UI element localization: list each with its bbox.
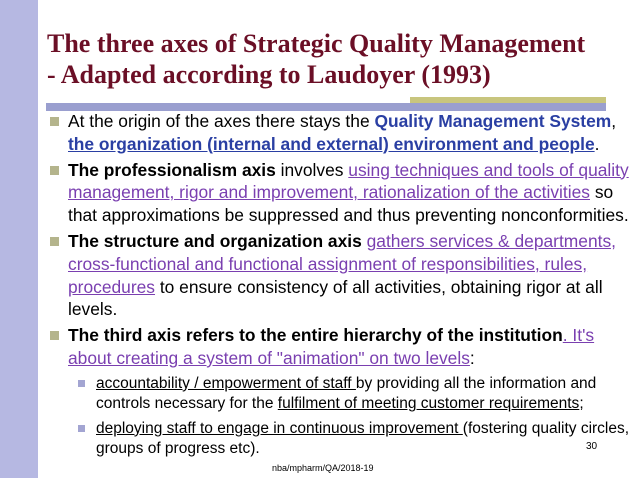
sub-bullet-list (46, 374, 631, 460)
bullet-text: . (594, 133, 600, 154)
axis-name: The third axis refers to the entire hierarchy of the institution (68, 325, 563, 346)
left-accent-bar (0, 0, 38, 478)
bullet-text: to ensure consistency of all activities, obtaining rigor at all levels. (68, 276, 603, 320)
bullet-text: so that approximations be suppressed and thus preventing nonconformities. (68, 182, 629, 226)
bullet-text: : (469, 347, 475, 368)
bullet-square-icon (50, 237, 59, 246)
bullet-text: involves (275, 159, 349, 180)
bullet-square-icon (50, 117, 59, 126)
axis-name: The structure and organization axis (68, 230, 362, 251)
sub-bullet-text: by providing all the information and controls necessary for the (96, 374, 597, 413)
sub-bullet-deploying (46, 419, 631, 460)
structure-link[interactable]: gathers services & departments, cross-functional and functional assignment of responsibilities, rules, procedures (68, 230, 616, 297)
professionalism-link[interactable]: using techniques and tools of quality management, rigor and improvement, rationalization of the activities (68, 159, 629, 203)
organization-link[interactable]: the organization (internal and external) environment and people (68, 133, 595, 154)
bullet-item-third-axis (46, 324, 631, 370)
slide-title (47, 28, 622, 90)
sub-bullet-square-icon (78, 425, 85, 432)
sub-bullet-underlined: accountability / empowerment of staff (96, 374, 356, 392)
qms-highlight: Quality Management System (374, 111, 612, 131)
title-line-2: - Adapted according to Laudoyer (1993) (47, 60, 491, 89)
axis-name: The professionalism axis (68, 159, 276, 180)
bullet-item-structure (46, 230, 631, 321)
sub-bullet-text: ; (579, 395, 584, 413)
sub-bullet-underlined: fulfilment of meeting customer requirements (277, 395, 580, 413)
page-number: 30 (586, 441, 598, 452)
bullet-square-icon (50, 166, 59, 175)
title-line-1: The three axes of Strategic Quality Management (47, 29, 586, 58)
animation-link[interactable]: . It's about creating a system of "animation" on two levels (68, 325, 595, 368)
sub-bullet-square-icon (78, 380, 85, 387)
sub-bullet-text: (fostering quality circles, groups of progress etc). (96, 419, 630, 458)
bullet-square-icon (50, 331, 59, 340)
bullet-item-origin (46, 110, 631, 156)
sub-bullet-underlined: deploying staff to engage in continuous improvement (96, 419, 463, 437)
bullet-text: , (611, 111, 617, 131)
sub-bullet-accountability (46, 374, 631, 415)
footer-text: nba/mpharm/QA/2018-19 (272, 463, 374, 473)
bullet-item-professionalism (46, 159, 631, 227)
slide-content (46, 110, 631, 460)
bullet-text: At the origin of the axes there stays the (68, 111, 375, 131)
